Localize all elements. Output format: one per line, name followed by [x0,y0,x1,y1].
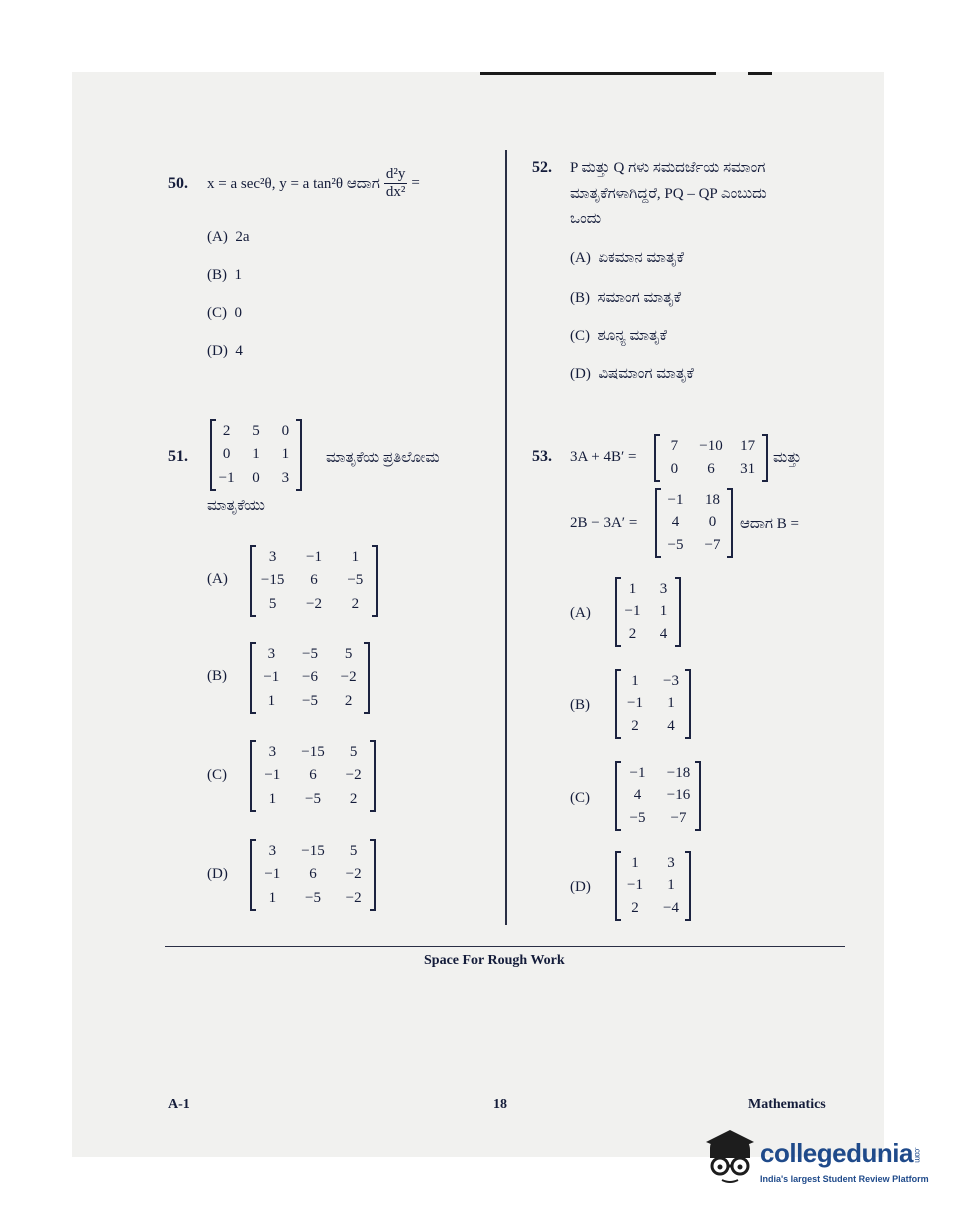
matrix-cell: 2 [351,595,360,612]
q53-option-b-label[interactable]: (B) [570,697,590,713]
matrix-cell: −5 [667,537,684,554]
q51-number: 51. [168,448,188,465]
matrix-cell: −5 [302,646,318,663]
option-label: (D) [570,366,591,382]
matrix-cell: −5 [305,790,321,807]
matrix-cell: 1 [667,877,675,894]
q50-frac-den: dx² [385,184,406,200]
matrix-cell: −10 [699,438,723,454]
matrix-cell: 5 [349,744,358,761]
matrix-cell: 4 [659,626,668,643]
matrix-cell: −15 [260,572,285,589]
matrix-cell: −1 [306,549,322,566]
top-border-mark [748,72,772,75]
paper-code: A-1 [168,1097,190,1112]
brand-tagline: India's largest Student Review Platform [760,1174,929,1184]
q51-option-c-label[interactable]: (C) [207,767,227,783]
matrix-cell: −2 [345,866,362,883]
option-value: 1 [234,267,242,283]
matrix-cell: 2 [349,790,358,807]
matrix-cell: 1 [628,580,637,597]
matrix-cell: 6 [309,767,317,784]
q53-number: 53. [532,448,552,465]
matrix-cell: 3 [667,854,675,871]
matrix-cell: 6 [707,461,715,477]
q51-option-d-label[interactable]: (D) [207,866,228,882]
matrix-cell: −5 [302,692,318,709]
q53-matrix-1 [654,435,768,481]
q53-option-a-matrix[interactable] [615,578,681,646]
q50-text: x = a sec²θ, y = a tan²θ ಆದಾಗ [207,175,380,192]
q53-lhs-2: 2B − 3A′ = [570,515,638,531]
matrix-cell: −5 [347,572,364,589]
exam-page [72,72,884,1157]
matrix-cell: 2 [222,423,231,440]
q50-frac-num: d²y [385,166,406,182]
q52-option-b[interactable] [570,289,681,307]
matrix-cell: 17 [740,438,756,454]
page-number: 18 [493,1097,507,1112]
matrix-cell: −7 [670,810,687,827]
option-value: ಏಕಮಾನ ಮಾತೃಕೆ [598,250,684,266]
matrix-cell: 5 [252,423,260,440]
matrix-cell: 0 [670,461,679,477]
q52-option-c[interactable] [570,327,667,345]
matrix-cell: −1 [218,469,235,486]
matrix-cell: 5 [344,646,353,663]
matrix-cell: 1 [268,889,277,906]
matrix-cell: 5 [349,843,358,860]
q51-option-c-matrix[interactable] [250,741,376,811]
collegedunia-logo[interactable] [700,1120,930,1200]
option-label: (C) [570,328,590,344]
brand-name-row [760,1138,922,1169]
matrix-cell: −1 [627,877,643,894]
q53-option-a-label[interactable]: (A) [570,605,591,621]
option-value: ಸಮಾಂಗ ಮಾತೃಕೆ [597,290,682,306]
matrix-cell: −1 [624,603,641,620]
q50-option-b[interactable] [207,267,242,284]
matrix-cell: 4 [671,514,680,531]
rough-work-rule [165,946,845,947]
q52-option-a[interactable] [570,249,684,267]
matrix-cell: −1 [629,764,646,781]
matrix-cell: 3 [268,549,277,566]
q53-lhs-1: 3A + 4B′ = [570,449,637,465]
q50-option-c[interactable] [207,305,242,322]
matrix-cell: −5 [629,810,646,827]
top-border-line [480,72,716,75]
matrix-cell: 1 [351,549,360,566]
matrix-cell: 3 [267,646,276,663]
matrix-cell: −1 [667,491,684,508]
matrix-cell: −2 [306,595,322,612]
q51-option-a-label[interactable]: (A) [207,571,228,587]
matrix-cell: −15 [301,744,325,761]
matrix-cell: −16 [666,787,691,804]
matrix-cell: 1 [631,854,639,871]
matrix-cell: 3 [268,843,277,860]
q50-number: 50. [168,175,188,192]
matrix-cell: −2 [340,669,357,686]
option-value: 2a [235,229,250,245]
q51-option-a-matrix[interactable] [250,546,378,616]
q51-option-d-matrix[interactable] [250,840,376,910]
matrix-cell: −3 [663,672,679,689]
q53-and: ಮತ್ತು [773,450,802,466]
option-label: (A) [207,229,228,245]
q51-option-b-label[interactable]: (B) [207,668,227,684]
matrix-cell: 18 [705,491,720,508]
option-label: (B) [207,267,227,283]
matrix-cell: 1 [631,672,639,689]
mascot-icon [700,1124,758,1194]
matrix-cell: −15 [301,843,325,860]
q50-option-d[interactable] [207,343,243,360]
q50-question [207,166,420,201]
option-label: (C) [207,305,227,321]
matrix-cell: −2 [345,889,362,906]
matrix-cell: −18 [666,764,691,781]
option-value: 4 [235,343,243,359]
matrix-cell: 3 [659,580,668,597]
q52-line-2: ಮಾತೃಕೆಗಳಾಗಿದ್ದರೆ, PQ – QP ಎಂಬುದು [570,186,767,202]
matrix-cell: 3 [268,744,277,761]
matrix-cell: 0 [222,446,231,463]
matrix-cell: 31 [740,461,756,477]
q50-equals: = [411,175,420,191]
matrix-cell: 4 [633,787,642,804]
matrix-cell: 6 [309,866,317,883]
option-value: ವಿಷಮಾಂಗ ಮಾತೃಕೆ [598,366,694,382]
q50-derivative [384,166,408,201]
matrix-cell: −7 [704,537,721,554]
option-value: 0 [234,305,242,321]
matrix-cell: 1 [281,446,290,463]
q53-matrix-2 [655,489,733,557]
q51-text: ಮಾತೃಕೆಯ ಪ್ರತಿಲೋಮ [326,450,440,466]
matrix-cell: −2 [345,767,362,784]
matrix-cell: 0 [281,423,290,440]
matrix-cell: 7 [670,438,679,454]
matrix-cell: 1 [267,692,276,709]
matrix-cell: 2 [631,900,639,917]
q51-matrix [210,420,302,490]
matrix-cell: −5 [305,889,321,906]
q52-line-1: P ಮತ್ತು Q ಗಳು ಸಮದರ್ಜೆಯ ಸಮಾಂಗ [570,160,766,176]
matrix-cell: −1 [627,695,643,712]
q52-line-3: ಒಂದು [570,211,602,227]
rough-work-label: Space For Rough Work [424,953,565,968]
matrix-cell: −1 [264,767,281,784]
matrix-cell: 2 [344,692,353,709]
matrix-cell: 1 [268,790,277,807]
option-label: (D) [207,343,228,359]
q53-option-c-matrix[interactable] [615,762,701,830]
matrix-cell: 5 [268,595,277,612]
option-label: (A) [570,250,591,266]
matrix-cell: 2 [631,718,639,735]
matrix-cell: −1 [264,866,281,883]
q53-tail: ಆದಾಗ B = [740,516,799,532]
q53-option-b-matrix[interactable] [615,670,691,738]
q52-option-d[interactable] [570,365,694,383]
q53-option-c-label[interactable]: (C) [570,790,590,806]
q52-number: 52. [532,159,552,176]
matrix-cell: 0 [252,469,260,486]
matrix-cell: 3 [281,469,290,486]
q53-option-d-label[interactable]: (D) [570,879,591,895]
q51-text-2: ಮಾತೃಕೆಯು [207,498,265,514]
matrix-cell: −6 [302,669,318,686]
q50-option-a[interactable] [207,229,250,246]
matrix-cell: −1 [263,669,280,686]
q51-option-b-matrix[interactable] [250,643,370,713]
matrix-cell: 1 [659,603,668,620]
matrix-cell: 4 [667,718,675,735]
matrix-cell: −4 [663,900,679,917]
matrix-cell: 6 [310,572,318,589]
matrix-cell: 1 [252,446,260,463]
option-label: (B) [570,290,590,306]
subject-label: Mathematics [748,1097,826,1112]
option-value: ಶೂನ್ಯ ಮಾತೃಕೆ [597,328,668,344]
column-divider [505,150,507,925]
matrix-cell: 1 [667,695,675,712]
brand-suffix: .com [912,1146,922,1162]
q53-option-d-matrix[interactable] [615,852,691,920]
brand-name: collegedunia [760,1138,913,1168]
matrix-cell: 0 [708,514,717,531]
matrix-cell: 2 [628,626,637,643]
